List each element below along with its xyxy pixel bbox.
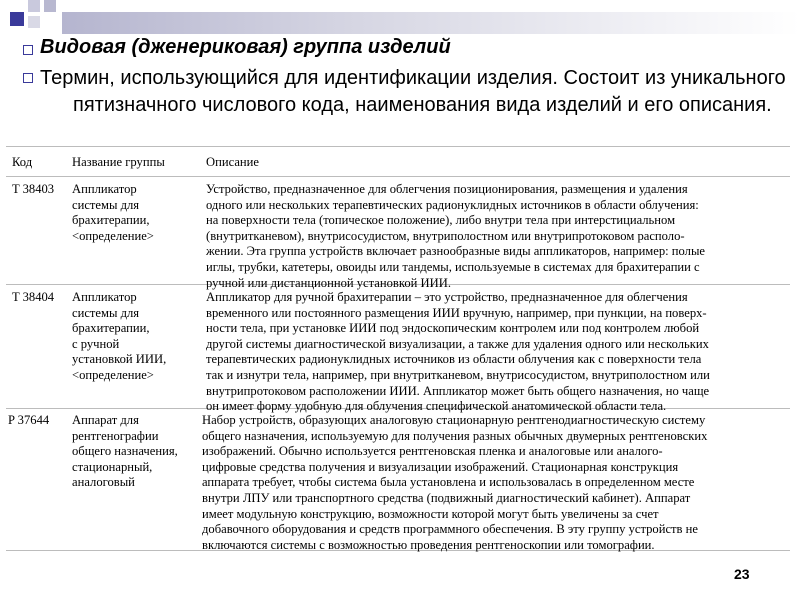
column-header-name: Название группы bbox=[72, 155, 165, 169]
decor-square-light bbox=[28, 0, 40, 12]
row-name: Аппликатор системы для брахитерапии, с ручной установкой ИИИ, <определение> bbox=[72, 290, 167, 382]
bullet-icon bbox=[23, 73, 33, 83]
header-decoration bbox=[0, 0, 800, 40]
row-description: Набор устройств, образующих аналоговую стационарную рентгенодиагностическую систему общего назначения, используемую для получения разных обычных двумерных рентгеновских изображений. Обычно используется рентгеновская пленка и аналоговые или аналого- цифровые средства получения и визуализации изображений. Стационарная конструкция аппарата требует, чтобы система была установлена и использовалась в определенном месте внутри ЛПУ или транспортного средства (подвижный диагностический кабинет). Аппарат имеет модульную конструкцию, возможности которой могут быть увеличены за счет добавочного оборудования и средств программного обеспечения. В эту группу устройств не включаются системы с возможностью проведения рентгеноскопии или томографии. bbox=[202, 413, 708, 552]
decor-square-light bbox=[28, 16, 40, 28]
row-description: Устройство, предназначенное для облегчения позиционирования, размещения и удаления одного или нескольких терапевтических радионуклидных источников в области облучения: на поверхности тела (топическое положение), либо внутри тела при интерстициальном (внутритканевом), внутрисосудистом, внутриполостном или внутрипротоковом располо- жении. Эта группа устройств включает разнообразные виды аппликаторов, например: полые иглы, трубки, катетеры, овоиды или тандемы, используемые в системах для брахитерапии с ручной или дистанционной установкой ИИИ. bbox=[206, 182, 706, 290]
table-header-row bbox=[6, 146, 790, 177]
row-name: Аппарат для рентгенографии общего назначения, стационарный, аналоговый bbox=[72, 413, 178, 490]
row-code: P 37644 bbox=[8, 413, 50, 427]
row-description: Аппликатор для ручной брахитерапии – это устройство, предназначенное для облегчения временного или постоянного размещения ИИИ вручную, например, при пункции, на поверх- ности тела, при установке ИИИ под эндоскопическим контролем или под контролем любой другой системы диагностической визуализации, а также для удаления одного или нескольких терапевтических радионуклидных источников из области облучения как с поверхности тела так и изнутри тела, например, при внутритканевом, внутрисосудистом, внутриполостном или внутрипротоковом расположении ИИИ. Аппликатор может быть общего назначения, но чаще он имеет форму удобную для облучения специфической анатомической области тела. bbox=[206, 290, 710, 414]
header-gradient-bar bbox=[62, 12, 800, 34]
bullet-icon bbox=[23, 45, 33, 55]
slide-heading: Видовая (дженериковая) группа изделий bbox=[40, 36, 451, 58]
column-header-description: Описание bbox=[206, 155, 259, 169]
table-row bbox=[6, 409, 790, 551]
slide-description: Термин, использующийся для идентификации изделия. Состоит из уникального пятизначного числового кода, наименования вида изделий и его описания. bbox=[40, 67, 786, 116]
table-row bbox=[6, 285, 790, 414]
page-number: 23 bbox=[734, 566, 750, 582]
table-row bbox=[6, 177, 790, 290]
row-name: Аппликатор системы для брахитерапии, <определение> bbox=[72, 182, 154, 243]
row-code: T 38404 bbox=[12, 290, 55, 304]
row-code: T 38403 bbox=[12, 182, 55, 196]
column-header-code: Код bbox=[12, 155, 33, 169]
decor-square-light bbox=[44, 0, 56, 12]
decor-square-dark bbox=[10, 12, 24, 26]
device-groups-table bbox=[6, 146, 790, 551]
